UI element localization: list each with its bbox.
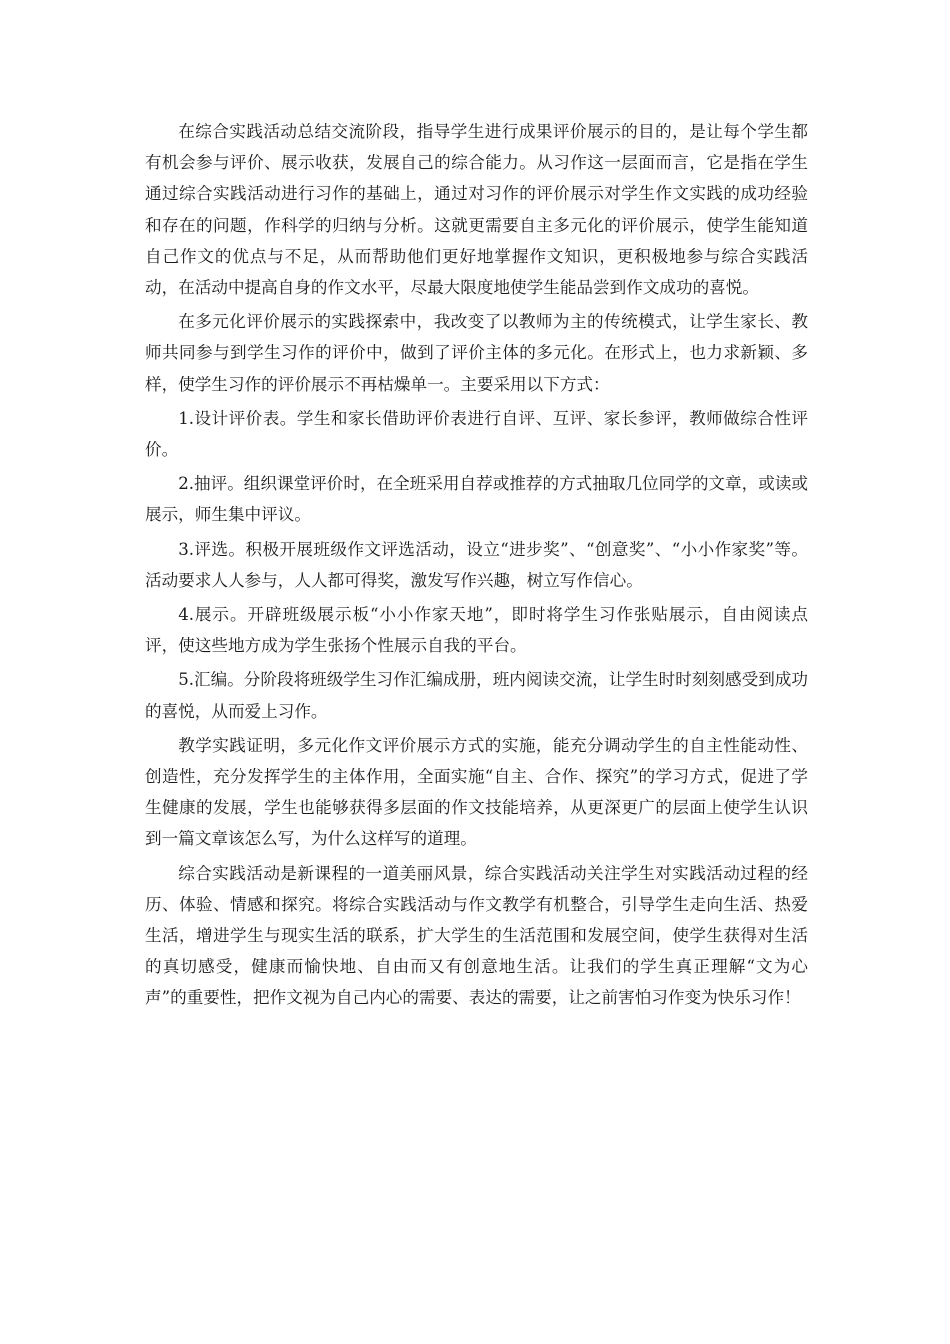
paragraph-practice-proof: 教学实践证明，多元化作文评价展示方式的实施，能充分调动学生的自主性能动性、创造性，充分发挥学生的主体作用，全面实施“自主、合作、探究”的学习方式，促进了学生健康的发展，学生也能够获得多层面的作文技能培养，从更深更广的层面上使学生认识到一篇文章该怎么写，为什么这样写的道理。 bbox=[145, 735, 808, 849]
list-item-display: 4.展示。开辟班级展示板“小小作家天地”，即时将学生习作张贴展示，自由阅读点评，使这些地方成为学生张扬个性展示自我的平台。 bbox=[145, 605, 808, 656]
list-item-evaluation-form: 1.设计评价表。学生和家长借助评价表进行自评、互评、家长参评，教师做综合性评价。 bbox=[145, 408, 808, 460]
list-item-compilation: 5.汇编。分阶段将班级学生习作汇编成册，班内阅读交流，让学生时时刻刻感受到成功的喜悦，从而爱上习作。 bbox=[145, 670, 808, 721]
paragraph-intro: 在综合实践活动总结交流阶段，指导学生进行成果评价展示的目的，是让每个学生都有机会参与评价、展示收获，发展自己的综合能力。从习作这一层面而言，它是指在学生通过综合实践活动进行习作的基础上，通过对习作的评价展示对学生作文实践的成功经验和存在的问题，作科学的归纳与分析。这就更需要自主多元化的评价展示，使学生能知道自己作文的优点与不足，从而帮助他们更好地掌握作文知识，更积极地参与综合实践活动，在活动中提高自身的作文水平，尽最大限度地使学生能品尝到作文成功的喜悦。 bbox=[145, 122, 808, 298]
document-page bbox=[145, 116, 808, 1017]
paragraph-exploration: 在多元化评价展示的实践探索中，我改变了以教师为主的传统模式，让学生家长、教师共同参与到学生习作的评价中，做到了评价主体的多元化。在形式上，也力求新颖、多样，使学生习作的评价展示不再枯燥单一。主要采用以下方式： bbox=[145, 312, 808, 394]
list-item-selection: 3.评选。积极开展班级作文评选活动，设立“进步奖”、“创意奖”、“小小作家奖”等。活动要求人人参与，人人都可得奖，激发写作兴趣，树立写作信心。 bbox=[145, 539, 808, 590]
list-item-spot-review: 2.抽评。组织课堂评价时，在全班采用自荐或推荐的方式抽取几位同学的文章，或读或展示，师生集中评议。 bbox=[145, 474, 808, 525]
paragraph-conclusion: 综合实践活动是新课程的一道美丽风景，综合实践活动关注学生对实践活动过程的经历、体验、情感和探究。将综合实践活动与作文教学有机整合，引导学生走向生活、热爱生活，增进学生与现实生活的联系，扩大学生的生活范围和发展空间，使学生获得对生活的真切感受，健康而愉快地、自由而又有创意地生活。让我们的学生真正理解“文为心声”的重要性，把作文视为自己内心的需要、表达的需要，让之前害怕习作变为快乐习作！ bbox=[145, 863, 808, 1008]
